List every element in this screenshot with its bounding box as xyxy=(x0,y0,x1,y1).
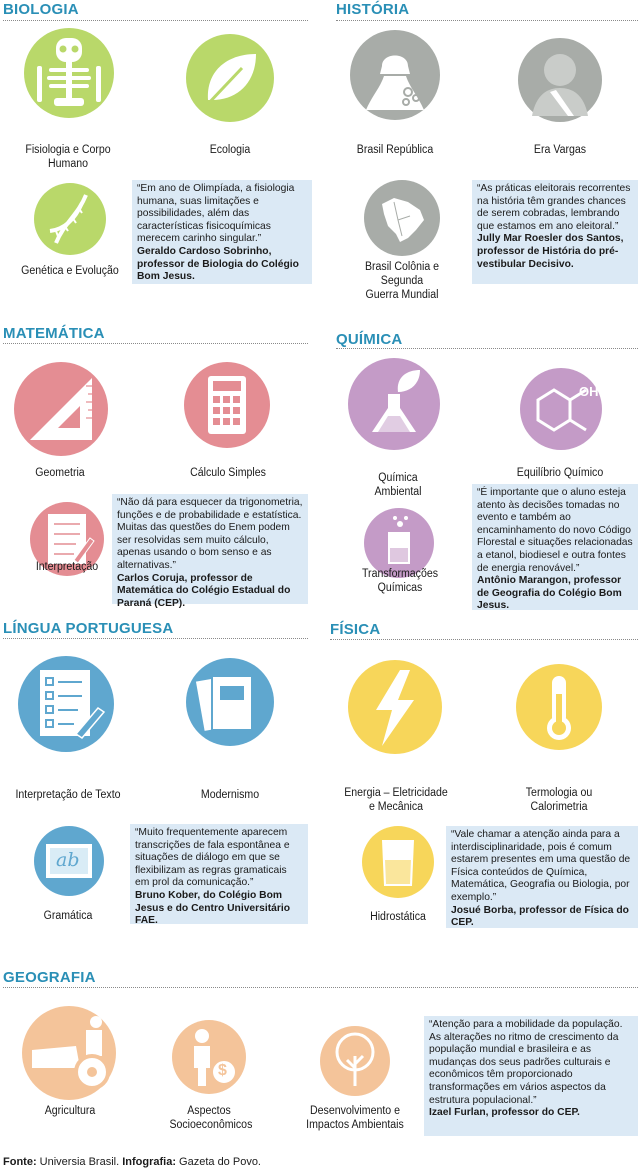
flask-leaf-icon xyxy=(348,358,440,450)
topic-label-line: Desenvolvimento e xyxy=(310,1105,400,1117)
tractor-icon xyxy=(22,1006,116,1100)
section-title-fisica: FÍSICA xyxy=(330,621,381,638)
dna-icon xyxy=(34,183,106,255)
quote-author: Geraldo Cardoso Sobrinho, professor de Biologia do Colégio Bom Jesus. xyxy=(137,245,299,283)
molecule-icon xyxy=(520,368,602,450)
water-glass-icon xyxy=(362,826,434,898)
topic-label: Transformações Químicas xyxy=(361,568,439,594)
quote-text: “As práticas eleitorais recorrentes na história têm grandes chances de serem cobradas, lembrando que estamos em ano eleitoral.” xyxy=(477,183,631,232)
republic-bust-icon xyxy=(350,30,440,120)
quote-author: Josué Borba, professor de Física do CEP. xyxy=(451,904,629,929)
thermometer-icon xyxy=(516,664,602,750)
topic-label xyxy=(345,260,459,302)
topic-label: Interpretação xyxy=(35,561,99,573)
oh-label: OH xyxy=(579,384,599,399)
quote-text: “Atenção para a mobilidade da população. As alterações no ritmo de crescimento da população mundial e brasileira e as mudanças dos seus padrões culturais e econômicos têm proporcionado transformações em vários aspectos da estrutura populacional.” xyxy=(429,1019,623,1106)
topic-label-line: e Mecânica xyxy=(368,801,424,813)
section-title-geografia: GEOGRAFIA xyxy=(3,969,96,986)
person-money-icon xyxy=(172,1020,246,1094)
topic-label: Química Ambiental xyxy=(374,472,422,498)
topic-label: Brasil República xyxy=(356,144,434,156)
topic-label: Cálculo Simples xyxy=(190,467,266,479)
section-divider xyxy=(330,639,638,640)
quote-text: “É importante que o aluno esteja atento às decisões tomadas no evento e também ao encaminhamento do novo Código Florestal e situações relacionadas a etanol, biodiesel e outra fontes de energia renovável.” xyxy=(477,487,633,574)
section-divider xyxy=(3,20,308,21)
section-divider xyxy=(336,348,638,349)
topic-label: Agricultura xyxy=(44,1105,96,1117)
credit-label: Infografia: xyxy=(122,1156,176,1168)
topic-label xyxy=(303,1104,408,1132)
section-title-historia: HISTÓRIA xyxy=(336,1,410,18)
leaf-icon xyxy=(186,34,274,122)
section-title-lingua: LÍNGUA PORTUGUESA xyxy=(3,620,174,637)
topic-label-line: Energia – Eletricidade xyxy=(344,787,448,799)
section-title-quimica: QUÍMICA xyxy=(336,331,403,348)
topic-label-line: Socioeconômicos xyxy=(169,1119,253,1131)
topic-label: Gramática xyxy=(43,910,93,922)
quote-author: Carlos Coruja, professor de Matemática do Colégio Estadual do Paraná (CEP). xyxy=(117,572,291,609)
topic-label: Genética e Evolução xyxy=(21,265,119,277)
section-divider xyxy=(3,343,308,344)
quote-box xyxy=(112,494,308,609)
credit-text: Gazeta do Povo. xyxy=(179,1156,261,1168)
topic-label xyxy=(341,786,451,814)
section-divider xyxy=(3,638,308,639)
money-symbol: $ xyxy=(218,1062,227,1079)
skeleton-icon xyxy=(24,28,114,118)
topic-label: Modernismo xyxy=(200,789,260,801)
topic-label-line: Calorimetria xyxy=(530,801,588,813)
lightning-icon xyxy=(348,660,442,754)
quote-author: Jully Mar Roesler dos Santos, professor de História do pré-vestibular Decisivo. xyxy=(477,233,624,270)
topic-label: Hidrostática xyxy=(370,911,426,923)
topic-label: Interpretação de Texto xyxy=(15,789,121,801)
topic-label-line: Termologia ou xyxy=(525,787,593,799)
source-text: Universia Brasil. xyxy=(39,1156,120,1168)
topic-label-line: Brasil Colônia e Segunda xyxy=(364,261,440,287)
section-divider xyxy=(3,987,638,988)
calculator-icon xyxy=(184,362,270,448)
quote-box xyxy=(130,824,308,927)
quote-box xyxy=(446,826,638,928)
quote-box xyxy=(472,484,638,610)
quote-text: “Vale chamar a atenção ainda para a interdisciplinaridade, pois é comum estarem presentes em uma questão de Física conteúdos de Química, Matemática, Geografia ou Biologia, por exemplo.” xyxy=(451,829,631,903)
section-title-biologia: BIOLOGIA xyxy=(3,1,79,18)
topic-label: Ecologia xyxy=(209,144,251,156)
quote-box xyxy=(132,180,312,284)
footer-credits xyxy=(3,1156,261,1168)
quote-author: Izael Furlan, professor do CEP. xyxy=(429,1107,580,1119)
quote-text: “Não dá para esquecer da trigonometria, funções e de probabilidade e estatística. Muitas das questões do Enem podem ser resolvidas sem muito cálculo, apenas usando o bom senso e as alternativas.” xyxy=(117,497,303,571)
quote-author: Bruno Kober, do Colégio Bom Jesus e do Centro Universitário FAE. xyxy=(135,889,291,927)
board-text: ab xyxy=(56,849,80,871)
brazil-map-icon xyxy=(364,180,440,256)
quote-box xyxy=(424,1016,638,1136)
set-square-icon xyxy=(14,362,108,456)
quote-text: “Em ano de Olimpíada, a fisiologia humana, suas limitações e possibilidades, além das características fisicoquímicas merecem carinho singular.” xyxy=(137,183,295,245)
topic-label-line: Impactos Ambientais xyxy=(306,1119,404,1131)
section-title-matematica: MATEMÁTICA xyxy=(3,325,105,342)
section-divider xyxy=(336,20,638,21)
topic-label-line: Aspectos xyxy=(187,1105,231,1117)
source-label: Fonte: xyxy=(3,1156,37,1168)
topic-label xyxy=(169,1104,253,1132)
vargas-icon xyxy=(518,38,602,122)
topic-label: Era Vargas xyxy=(533,144,587,156)
topic-label: Fisiologia e Corpo Humano xyxy=(25,144,111,170)
quote-text: “Muito frequentemente aparecem transcrições de fala espontânea e situações de diálogo em que se flexibilizam as regras gramaticais em prol da comunicação.” xyxy=(135,827,290,889)
books-icon xyxy=(186,658,274,746)
tree-icon xyxy=(320,1026,390,1096)
topic-label: Geometria xyxy=(35,467,85,479)
topic-label xyxy=(518,786,601,814)
topic-label-line: Guerra Mundial xyxy=(365,289,439,301)
quote-author: Antônio Marangon, professor de Geografia do Colégio Bom Jesus. xyxy=(477,575,622,612)
topic-label: Equilíbrio Químico xyxy=(516,467,604,479)
chalkboard-icon xyxy=(34,826,104,896)
quote-box xyxy=(472,180,638,284)
checklist-icon xyxy=(18,656,114,752)
